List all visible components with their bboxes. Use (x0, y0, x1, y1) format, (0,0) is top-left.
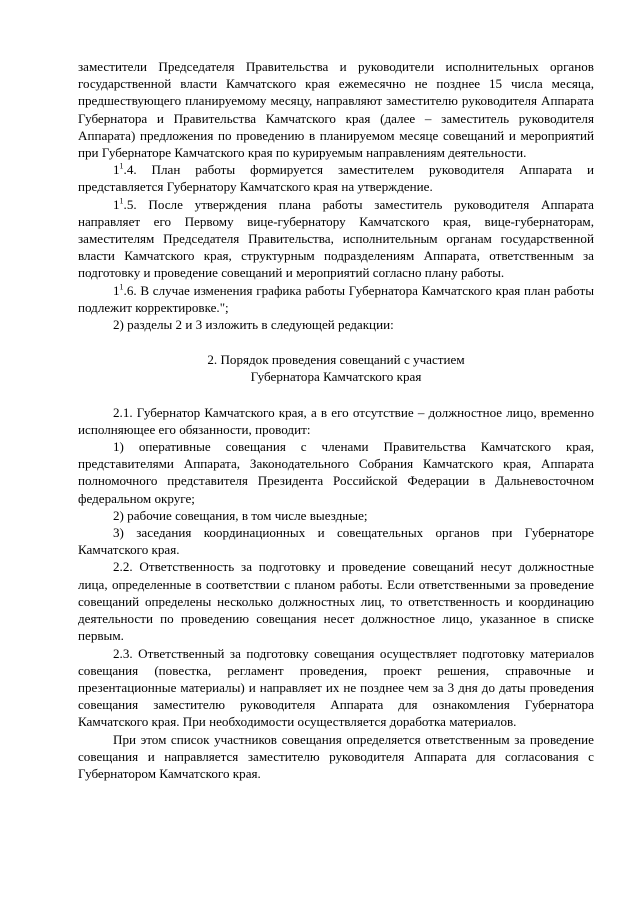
list-item-1: 1) оперативные совещания с членами Правительства Камчатского края, представителями Аппарата, Законодательного Собрания Камчатского края, Аппарата полномочного представителя Президента Российской Федерации в Дальневосточном федеральном округе; (78, 439, 594, 506)
paragraph-1-1-4 (78, 161, 594, 195)
clause-number: 1 (113, 196, 120, 212)
clause-text: .5. После утверждения плана работы заместитель руководителя Аппарата направляет его Первому вице-губернатору Камчатского края, вице-губернаторам, заместителям Председателя Правительства, исполнительным органам государственной власти Камчатского края, структурным подразделениям Аппарата, ответственным за подготовку и проведение совещаний и мероприятий согласно плану работы. (78, 196, 594, 281)
clause-superscript: 1 (119, 161, 124, 171)
section-heading (78, 351, 594, 385)
section-heading-line-2: Губернатора Камчатского края (250, 369, 422, 385)
list-item-2: 2) рабочие совещания, в том числе выездные; (113, 507, 368, 523)
clause-text: .6. В случае изменения графика работы Губернатора Камчатского края план работы подлежит корректировке."; (78, 282, 594, 315)
clause-superscript: 1 (119, 196, 124, 206)
clause-text: .4. План работы формируется заместителем руководителя Аппарата и представляется Губернатору Камчатского края на утверждение. (78, 162, 594, 195)
clause-number: 1 (113, 282, 120, 298)
paragraph-2-1: 2.1. Губернатор Камчатского края, а в его отсутствие – должностное лицо, временно исполняющее его обязанности, проводит: (78, 404, 594, 437)
section-heading-line-1: 2. Порядок проведения совещаний с участием (207, 352, 465, 368)
paragraph-participants: При этом список участников совещания определяется ответственным за проведение совещания и направляется заместителю руководителя Аппарата для согласования с Губернатором Камчатского края. (78, 731, 594, 781)
clause-number: 1 (113, 162, 120, 178)
paragraph-intro-continuation: заместители Председателя Правительства и руководители исполнительных органов государственной власти Камчатского края ежемесячно не позднее 15 числа месяца, предшествующего планируемому месяцу, направляют заместителю руководителя Аппарата Губернатора и Правительства Камчатского края (далее – заместитель руководителя Аппарата) предложения по проведению в планируемом месяце совещаний и мероприятий при Губернаторе Камчатского края по курируемым направлениям деятельности. (78, 59, 594, 161)
paragraph-1-1-6 (78, 282, 594, 316)
paragraph-1-1-5 (78, 196, 594, 282)
paragraph-2-3: 2.3. Ответственный за подготовку совещания осуществляет подготовку материалов совещания (повестка, регламент проведения, проект решения, справочные и презентационные материалы) и направляет их не позднее чем за 3 дня до даты проведения совещания заместителю руководителя Аппарата для ознакомления Губернатора Камчатского края. При необходимости осуществляется доработка материалов. (78, 645, 594, 730)
document-page (78, 58, 594, 782)
clause-superscript: 1 (119, 282, 124, 292)
paragraph-amendment-2: 2) разделы 2 и 3 изложить в следующей редакции: (113, 317, 394, 333)
paragraph-2-2: 2.2. Ответственность за подготовку и проведение совещаний несут должностные лица, определенные в соответствии с планом работы. Если ответственными за проведение совещаний определены несколько должностных лиц, то ответственность и координацию деятельности по проведению совещания несет должностное лицо, указанное в списке первым. (78, 559, 594, 644)
list-item-3: 3) заседания координационных и совещательных органов при Губернаторе Камчатского края. (78, 525, 594, 558)
